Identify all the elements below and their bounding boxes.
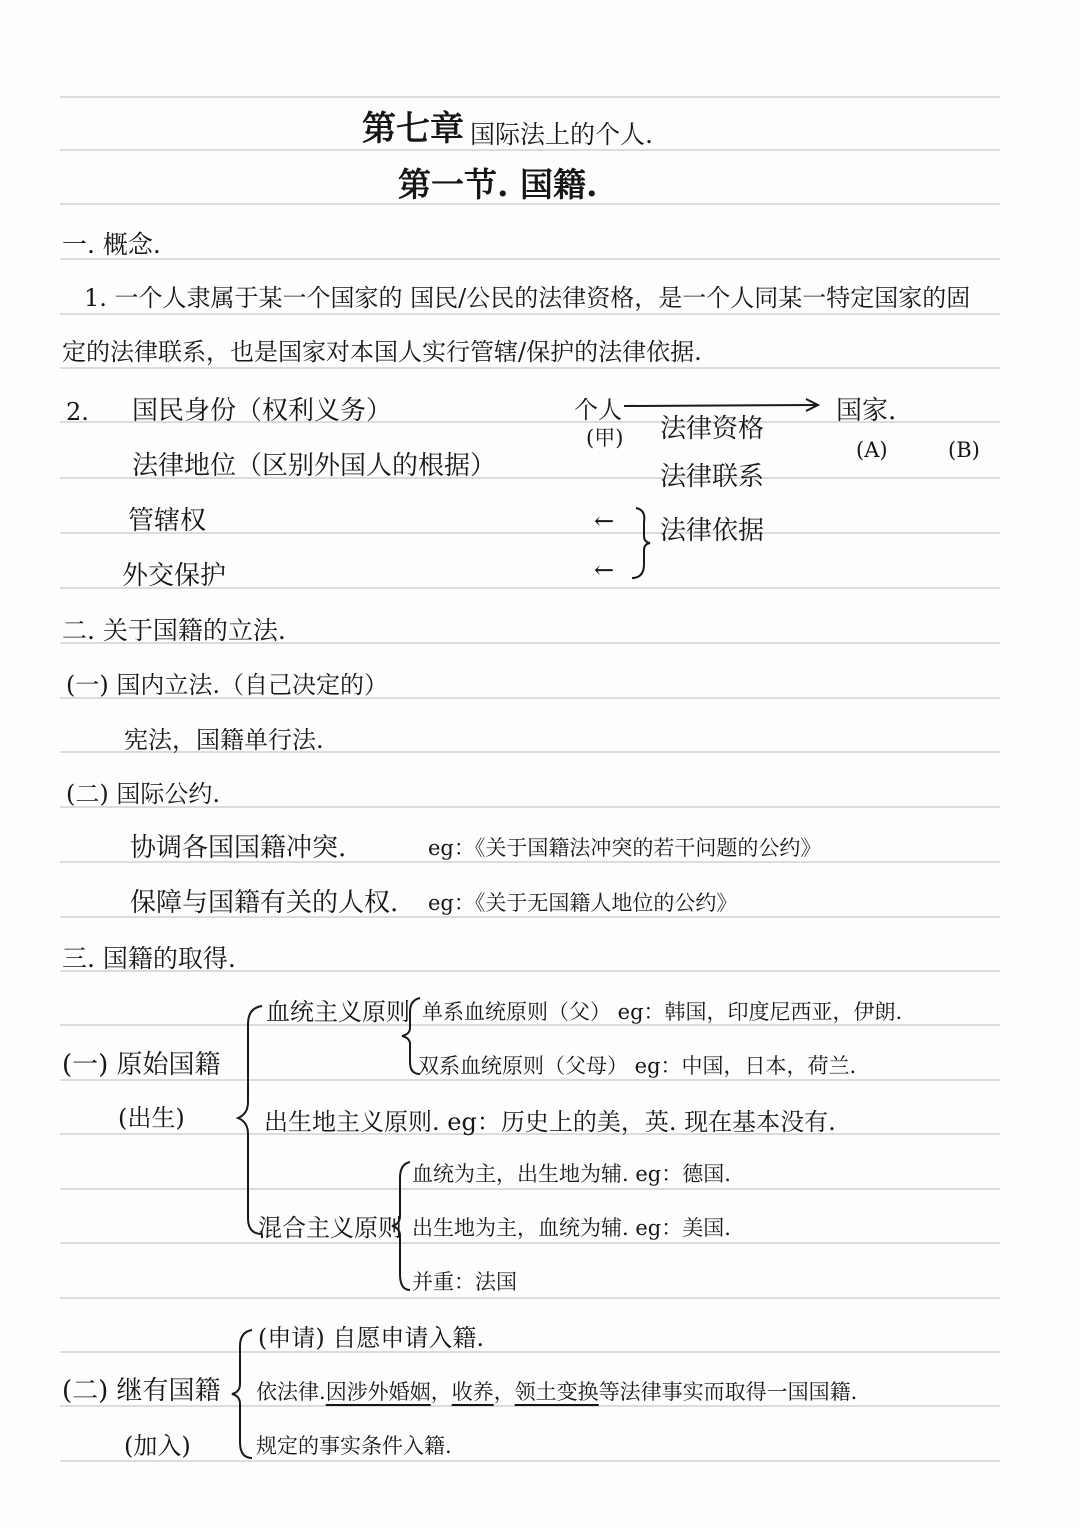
s2-domestic-body: 宪法，国籍单行法.	[124, 726, 324, 754]
s3-mixed-birth-main: 出生地为主，血统为辅. eg：美国.	[412, 1216, 731, 1240]
s3-mixed-blood-main: 血统为主，出生地为辅. eg：德国.	[412, 1162, 731, 1186]
sep-1: ，	[430, 1380, 452, 1404]
diagram-arrow-icon	[620, 396, 826, 416]
foreign-marriage: 因涉外婚姻	[325, 1380, 431, 1404]
mixed-brace-icon	[390, 1158, 412, 1294]
s3-heading: 三. 国籍的取得.	[62, 944, 236, 973]
derived-brace-icon	[230, 1326, 254, 1462]
diagram-left-arrow-1: ←	[594, 507, 615, 535]
s3-derived-by-law	[256, 1382, 857, 1403]
s2-row1-label: 协调各国国籍冲突.	[130, 833, 347, 863]
territory-change: 领土变换	[514, 1380, 599, 1404]
s2-row2-example: eg：《关于无国籍人地位的公约》	[428, 891, 738, 915]
sep-2: ，	[493, 1380, 515, 1404]
diagram-state: 国家.	[836, 396, 897, 426]
diagram-brace-icon	[628, 506, 652, 580]
s1-heading: 一. 概念.	[62, 230, 161, 259]
diagram-link-qualification: 法律资格	[660, 414, 765, 444]
s3-mixed-equal: 并重：法国	[412, 1270, 517, 1294]
original-brace-icon	[236, 1002, 264, 1238]
s3-derived-nationality: (二) 继有国籍	[62, 1376, 221, 1406]
s3-derived-application: (申请) 自愿申请入籍.	[258, 1324, 484, 1352]
s3-blood-single: 单系血统原则（父） eg：韩国，印度尼西亚，伊朗.	[422, 1000, 903, 1024]
diagram-tag-a: (A)	[856, 438, 888, 462]
s3-derived-sub: (加入)	[124, 1432, 191, 1460]
s3-blood-double: 双系血统原则（父母） eg：中国，日本，荷兰.	[418, 1054, 857, 1078]
s3-original-sub: (出生)	[118, 1104, 185, 1132]
s2-domestic-legislation: (一) 国内立法.（自己决定的）	[66, 671, 388, 699]
s3-original-nationality: (一) 原始国籍	[62, 1050, 221, 1080]
by-law-label: 依法律.	[256, 1380, 326, 1404]
s3-birthplace-principle: 出生地主义原则. eg：历史上的美，英. 现在基本没有.	[264, 1108, 836, 1136]
chapter-number: 第七章	[362, 109, 464, 149]
s1-para1-line2: 定的法律联系，也是国家对本国人实行管辖/保护的法律依据.	[62, 338, 702, 366]
s2-row2-label: 保障与国籍有关的人权.	[130, 888, 399, 918]
s1-item-jurisdiction: 管辖权	[128, 506, 207, 536]
diagram-tag-b: (B)	[948, 438, 980, 462]
s1-item-protection: 外交保护	[122, 561, 227, 591]
s3-derived-conditions: 规定的事实条件入籍.	[256, 1434, 452, 1458]
adoption: 收养	[451, 1380, 494, 1404]
s3-blood-principle: 血统主义原则	[266, 998, 410, 1026]
by-law-rest: 等法律事实而取得一国国籍.	[598, 1380, 858, 1404]
diagram-link-basis: 法律依据	[660, 516, 765, 546]
s3-mixed-principle: 混合主义原则	[258, 1214, 402, 1242]
s1-item-identity: 国民身份（权利义务）	[132, 396, 393, 426]
s2-row1-example: eg：《关于国籍法冲突的若干问题的公约》	[428, 836, 822, 860]
section-title: 第一节. 国籍.	[398, 165, 598, 204]
diagram-left-arrow-2: ←	[594, 556, 615, 584]
s2-international-conventions: (二) 国际公约.	[66, 780, 220, 808]
s2-heading: 二. 关于国籍的立法.	[62, 616, 286, 645]
s1-item-number: 2.	[66, 398, 89, 426]
s1-item-status: 法律地位（区别外国人的根据）	[132, 451, 497, 481]
chapter-title: 国际法上的个人.	[470, 120, 653, 149]
s1-para1-line1: 1. 一个人隶属于某一个国家的 国民/公民的法律资格，是一个人同某一特定国家的固	[84, 284, 971, 312]
diagram-person: 个人	[574, 396, 622, 424]
diagram-person-tag: (甲)	[586, 426, 624, 450]
diagram-link-connection: 法律联系	[660, 462, 765, 492]
